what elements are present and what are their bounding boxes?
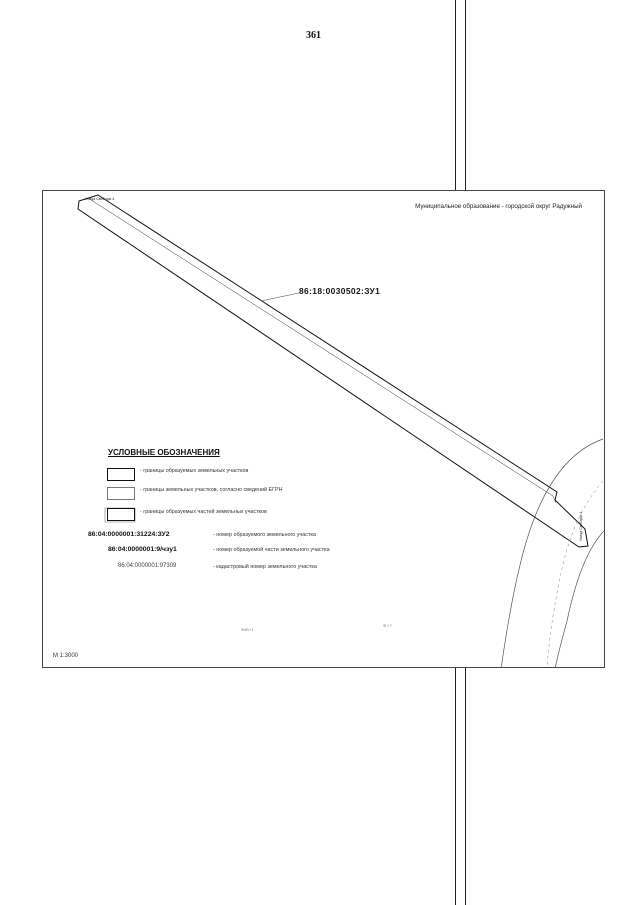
parcel-label: 86:18:0030502:ЗУ1 xyxy=(299,286,381,296)
legend-box-egrn xyxy=(107,487,135,500)
curve-road-inner xyxy=(555,529,605,668)
map-scale: М 1:3000 xyxy=(53,653,79,659)
municipality-title: Муниципальное образование - городской округ Радужный xyxy=(415,203,582,210)
legend-code-part-desc: - номер образуемой части земельного участка xyxy=(213,547,330,553)
parcel-inner-line xyxy=(88,198,556,503)
curve-road-outer xyxy=(501,439,603,668)
parcel-boundary xyxy=(78,195,588,547)
legend-text-egrn: - границы земельных участков, согласно сведений ЕГРН xyxy=(140,487,283,493)
legend-code-new-parcel-desc: - номер образуемого земельного участка xyxy=(213,532,316,538)
legend-text-part: - границы образуемых частей земельных участков xyxy=(140,509,267,515)
label-leader xyxy=(261,293,299,301)
legend-box-part xyxy=(107,508,135,521)
legend-code-cadastral: 86:04:0000001:97309 xyxy=(118,563,177,569)
map-note-a: Ф4Б+1 xyxy=(241,627,254,632)
legend-title: УСЛОВНЫЕ ОБОЗНАЧЕНИЯ xyxy=(108,448,220,457)
map-note-b: Ф.+7 xyxy=(383,623,392,628)
street-label-right: Улица Свободы 4 xyxy=(579,511,583,541)
legend-box-new-parcel xyxy=(107,468,135,481)
page-number: 361 xyxy=(306,30,321,41)
curve-road-dashed xyxy=(547,481,603,668)
legend-text-new-parcel: - границы образуемых земельных участков xyxy=(140,468,249,474)
map-frame xyxy=(42,190,605,668)
legend-code-cadastral-desc: - кадастровый номер земельного участка xyxy=(213,564,317,570)
street-label-top: Улица Свободы 4 xyxy=(85,197,115,201)
cadastral-map xyxy=(43,191,605,668)
legend-code-new-parcel: 86:04:0000001:31224:ЗУ2 xyxy=(88,531,170,538)
legend-code-part: 86:04:0000001:9/чзу1 xyxy=(108,546,177,553)
